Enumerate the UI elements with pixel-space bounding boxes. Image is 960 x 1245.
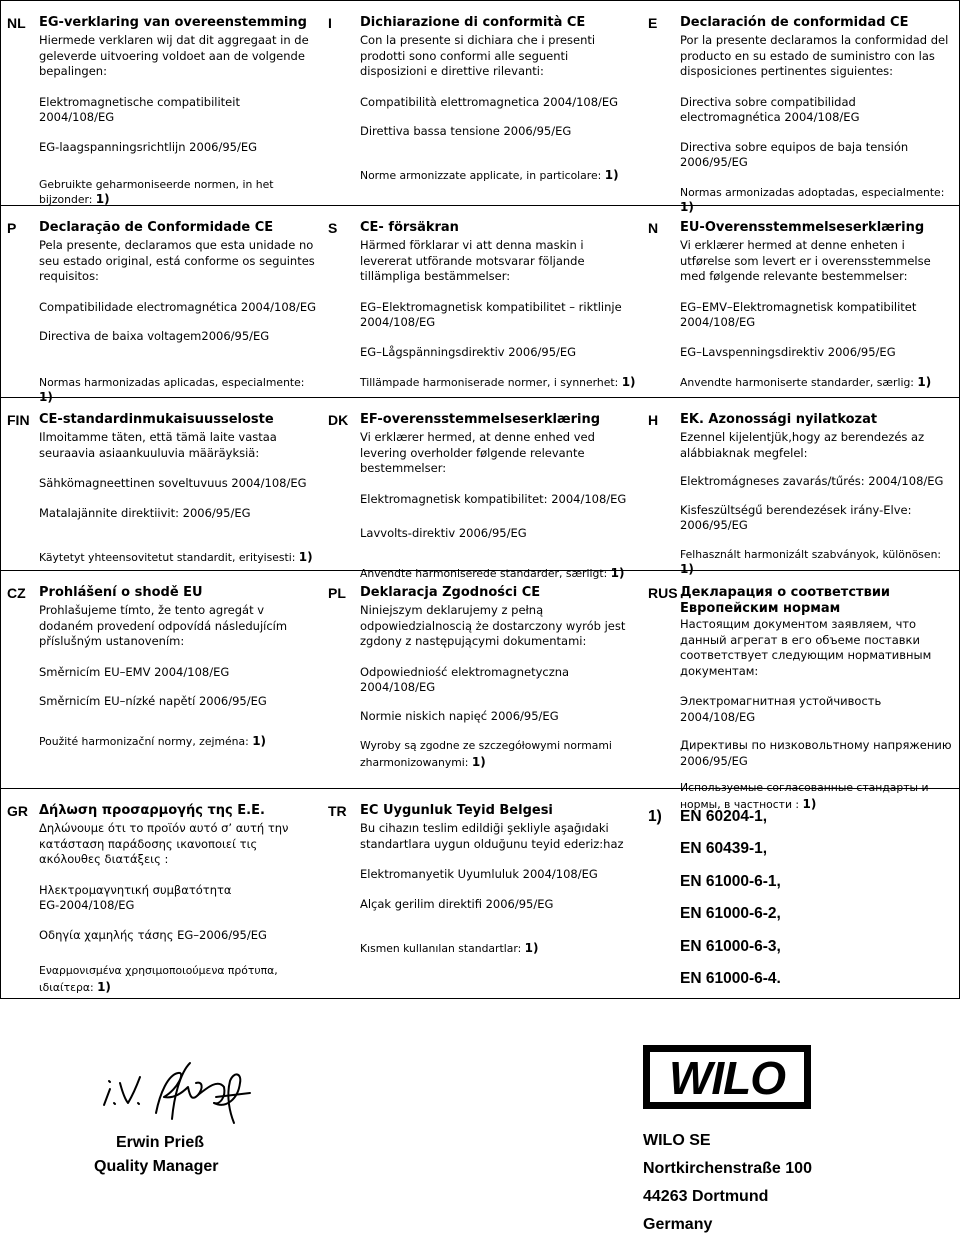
block-intro: Ezennel kijelentjük,hogy az berendezés az alábbiaknak megfelel: xyxy=(680,430,925,460)
emc-directive: Directiva sobre compatibilidad electromagnética 2004/108/EG xyxy=(680,94,860,124)
block-intro: Ilmoitamme täten, että tämä laite vastaa seuraavia asiaankuuluvia määräyksiä: xyxy=(39,430,277,460)
standard-item: EN 61000-6-2, xyxy=(680,905,781,923)
standards-label: Anvendte harmoniserte standarder, særlig: xyxy=(680,376,914,389)
block-intro: Pela presente, declaramos que esta unidade no seu estado original, está conforme os seguintes requisitos: xyxy=(39,238,315,283)
low-voltage-directive: Alçak gerilim direktifi 2006/95/EG xyxy=(360,896,554,911)
emc-directive: Elektromanyetik Uyumluluk 2004/108/EG xyxy=(360,867,598,881)
block-title: EU-Overensstemmelseserklæring xyxy=(680,220,925,235)
low-voltage-directive: Matalajännite direktiivit: 2006/95/EG xyxy=(39,505,251,520)
emc-directive: Směrnicím EU–EMV 2004/108/EG xyxy=(39,664,230,679)
standards-label: Kısmen kullanılan standartlar: xyxy=(360,942,522,955)
standards-list-cell xyxy=(642,789,959,998)
block-intro: Niniejszym deklarujemy z pełną odpowiedzialnoscią że dostarczony wyrób jest zgdony z następującymi dokumentami: xyxy=(360,603,626,648)
standard-item: EN 60439-1, xyxy=(680,840,768,858)
signatory-role: Quality Manager xyxy=(94,1158,219,1175)
block-cz xyxy=(1,571,322,788)
standards-label: Norme armonizzate applicate, in particolare: xyxy=(360,168,602,182)
block-intro: Vi erklærer hermed, at denne enhed ved levering overholder følgende relevante bestemmelser: xyxy=(360,430,595,475)
block-nl xyxy=(1,1,322,205)
block-dk xyxy=(322,398,642,580)
emc-directive: Compatibilità elettromagnetica 2004/108/EG xyxy=(360,94,619,109)
standard-item: EN 61000-6-3, xyxy=(680,937,781,955)
low-voltage-directive: EG–Lavspenningsdirektiv 2006/95/EG xyxy=(680,344,896,359)
language-code: NL xyxy=(7,15,26,31)
emc-directive: Elektromagnetisk kompatibilitet: 2004/108/EG xyxy=(360,491,627,506)
block-i xyxy=(322,1,642,205)
low-voltage-directive: EG-laagspanningsrichtlijn 2006/95/EG xyxy=(39,139,258,154)
block-fin xyxy=(1,398,322,570)
language-code: H xyxy=(648,412,659,428)
emc-directive: Odpowiedniość elektromagnetyczna 2004/108/EG xyxy=(360,664,570,694)
standard-item: EN 60204-1, xyxy=(680,808,768,825)
language-code: CZ xyxy=(7,585,26,601)
footnote-ref: 1) xyxy=(604,167,619,182)
block-title: EK. Azonossági nyilatkozat xyxy=(680,412,878,427)
standards-label: Použité harmonizační normy, zejména: xyxy=(39,734,249,748)
block-intro: Con la presente si dichiara che i presenti prodotti sono conformi alle seguenti disposizioni e direttive rilevanti: xyxy=(360,33,596,78)
block-tr xyxy=(322,789,642,998)
company-city: 44263 Dortmund xyxy=(643,1188,769,1205)
footnote-ref: 1) xyxy=(680,199,694,214)
footnote-ref: 1) xyxy=(97,980,111,994)
emc-directive: Elektromágneses zavarás/tűrés: 2004/108/EG xyxy=(680,474,944,488)
block-title: Prohlášení o shodě EU xyxy=(39,585,203,600)
standards-label: Εναρμονισμένα χρησιμοποιούμενα πρότυπα, ιδιαίτερα: xyxy=(39,964,278,994)
signatory xyxy=(94,1131,218,1179)
block-title: Dichiarazione di conformità CE xyxy=(360,15,586,30)
footnote-ref: 1) xyxy=(802,797,817,811)
block-title: EC Uygunluk Teyid Belgesi xyxy=(360,803,553,818)
language-code: E xyxy=(648,15,658,31)
company-country: Germany xyxy=(643,1216,713,1233)
block-p xyxy=(1,206,322,404)
emc-directive: Elektromagnetische compatibiliteit 2004/108/EG xyxy=(39,94,240,124)
block-s xyxy=(322,206,642,397)
row-2 xyxy=(1,206,959,404)
block-intro: Prohlašujeme tímto, že tento agregát v dodaném provedení odpovídá následujícím příslušným ustanovením: xyxy=(39,603,288,648)
footnote-marker: 1) xyxy=(648,808,662,825)
block-n xyxy=(642,206,959,397)
company-name: WILO SE xyxy=(643,1132,711,1149)
block-intro: Настоящим документом заявляем, что данный агрегат в его объеме поставки соответствует следующим нормативным документам: xyxy=(680,617,932,678)
block-intro: Härmed förklarar vi att denna maskin i levererat utförande motsvarar följande tillämpliga bestämmelser: xyxy=(360,238,585,283)
standards-label: Käytetyt yhteensovitetut standardit, erityisesti: xyxy=(39,551,296,564)
block-rus xyxy=(642,571,959,811)
low-voltage-directive: Direttiva bassa tensione 2006/95/EG xyxy=(360,124,572,138)
block-title: Δήλωση προσαρμογής της Ε.Ε. xyxy=(39,803,265,818)
language-code: TR xyxy=(328,803,347,819)
signatory-name: Erwin Prieß xyxy=(116,1134,205,1151)
low-voltage-directive: Directiva de baixa voltagem2006/95/EG xyxy=(39,329,270,343)
emc-directive: Электромагнитная устойчивость 2004/108/EG xyxy=(680,694,882,724)
footer xyxy=(0,1045,960,1245)
language-code: PL xyxy=(328,585,346,601)
low-voltage-directive: EG–Lågspänningsdirektiv 2006/95/EG xyxy=(360,344,577,359)
emc-directive: Ηλεκτρομαγνητική συμβατότητα EG-2004/108/EG xyxy=(39,882,232,912)
language-code: I xyxy=(328,15,332,31)
low-voltage-directive: Normie niskich napięć 2006/95/EG xyxy=(360,708,559,723)
company-street: Nortkirchenstraße 100 xyxy=(643,1160,812,1177)
wilo-logo xyxy=(643,1045,811,1109)
emc-directive: Sähkömagneettinen soveltuvuus 2004/108/EG xyxy=(39,476,307,490)
logo-text: WILO xyxy=(668,1052,786,1104)
row-5 xyxy=(1,789,959,999)
footnote-ref: 1) xyxy=(252,733,267,748)
block-h xyxy=(642,398,959,576)
low-voltage-directive: Директивы по низковольтному напряжению 2006/95/EG xyxy=(680,738,952,768)
language-code: S xyxy=(328,220,338,236)
footnote-ref: 1) xyxy=(621,375,636,389)
standard-item: EN 61000-6-1, xyxy=(680,872,781,890)
block-title: Deklaracja Zgodności CE xyxy=(360,585,541,600)
footnote-ref: 1) xyxy=(471,755,486,769)
block-gr xyxy=(1,789,322,998)
language-code: FIN xyxy=(7,412,30,428)
emc-directive: Compatibilidade electromagnética 2004/108/EG xyxy=(39,299,317,314)
standards-label: Anvendte harmoniserede standarder, særligt: xyxy=(360,566,608,580)
standards-label: Normas armonizadas adoptadas, especialmente: xyxy=(680,185,945,199)
block-title: Declaración de conformidad CE xyxy=(680,15,909,30)
language-code: DK xyxy=(328,412,349,428)
block-title: CE-standardinmukaisuusseloste xyxy=(39,412,274,427)
row-1 xyxy=(1,1,959,214)
block-intro: Hiermede verklaren wij dat dit aggregaat in de geleverde uitvoering voldoet aan de volgende bepalingen: xyxy=(39,33,309,78)
language-code: P xyxy=(7,220,17,236)
language-code: RUS xyxy=(648,585,678,601)
block-pl xyxy=(322,571,642,788)
block-title: EF-overensstemmelseserklæring xyxy=(360,412,601,427)
footnote-ref: 1) xyxy=(39,389,53,404)
block-intro: Δηλώνουμε ότι το προϊόν αυτό σ’ αυτή την κατάσταση παράδοσης ικανοποιεί τις ακόλουθες διατάξεις : xyxy=(39,821,289,866)
row-3 xyxy=(1,398,959,580)
footnote-ref: 1) xyxy=(610,565,625,580)
block-title: CE- försäkran xyxy=(360,220,459,235)
block-intro: Vi erklærer hermed at denne enheten i utførelse som levert er i overensstemmelse med følgende relevante bestemmelser: xyxy=(680,238,931,283)
language-code: GR xyxy=(7,803,28,819)
footnote-ref: 1) xyxy=(680,561,694,576)
footnote-ref: 1) xyxy=(917,375,932,389)
footnote-ref: 1) xyxy=(298,550,313,564)
footnote-ref: 1) xyxy=(524,941,539,955)
block-e xyxy=(642,1,959,214)
language-code: N xyxy=(648,220,659,236)
company-address xyxy=(643,1127,812,1239)
block-intro: Por la presente declaramos la conformidad del producto en su estado de suministro con las disposiciones pertinentes siguientes: xyxy=(680,33,949,78)
block-title: Декларация о соответствии Европейским нормам xyxy=(680,585,891,616)
standards-label: Gebruikte geharmoniseerde normen, in het bijzonder: xyxy=(39,178,274,206)
low-voltage-directive: Směrnicím EU–nízké napětí 2006/95/EG xyxy=(39,694,267,708)
standards-list xyxy=(680,801,781,995)
block-title: EG-verklaring van overeenstemming xyxy=(39,15,307,30)
low-voltage-directive: Lavvolts-direktiv 2006/95/EG xyxy=(360,526,527,540)
low-voltage-directive: Οδηγία χαμηλής τάσης EG–2006/95/EG xyxy=(39,927,267,942)
emc-directive: EG–EMV–Elektromagnetisk kompatibilitet 2004/108/EG xyxy=(680,299,917,329)
standards-label: Normas harmonizadas aplicadas, especialmente: xyxy=(39,375,305,389)
low-voltage-directive: Kisfeszültségű berendezések irány-Elve: 2006/95/EG xyxy=(680,502,912,532)
handwritten-signature xyxy=(94,1053,264,1133)
emc-directive: EG–Elektromagnetisk kompatibilitet – riktlinje 2004/108/EG xyxy=(360,299,622,329)
standards-label: Wyroby są zgodne ze szczegółowymi normami zharmonizowanymi: xyxy=(360,739,612,769)
block-title: Declaração de Conformidade CE xyxy=(39,220,274,235)
footnote-ref: 1) xyxy=(95,192,110,206)
standards-label: Felhasznált harmonizált szabványok, különösen: xyxy=(680,547,942,561)
block-intro: Bu cihazın teslim edildiği şekliyle aşağıdaki standartlara uygun olduğunu teyid ederiz:haz xyxy=(360,821,624,851)
standards-label: Tillämpade harmoniserade normer, i synnerhet: xyxy=(360,376,619,389)
standard-item: EN 61000-6-4. xyxy=(680,969,781,987)
standards-label: Используемые согласованные стандарты и нормы, в частности : xyxy=(680,781,929,811)
low-voltage-directive: Directiva sobre equipos de baja tensión 2006/95/EG xyxy=(680,139,909,169)
